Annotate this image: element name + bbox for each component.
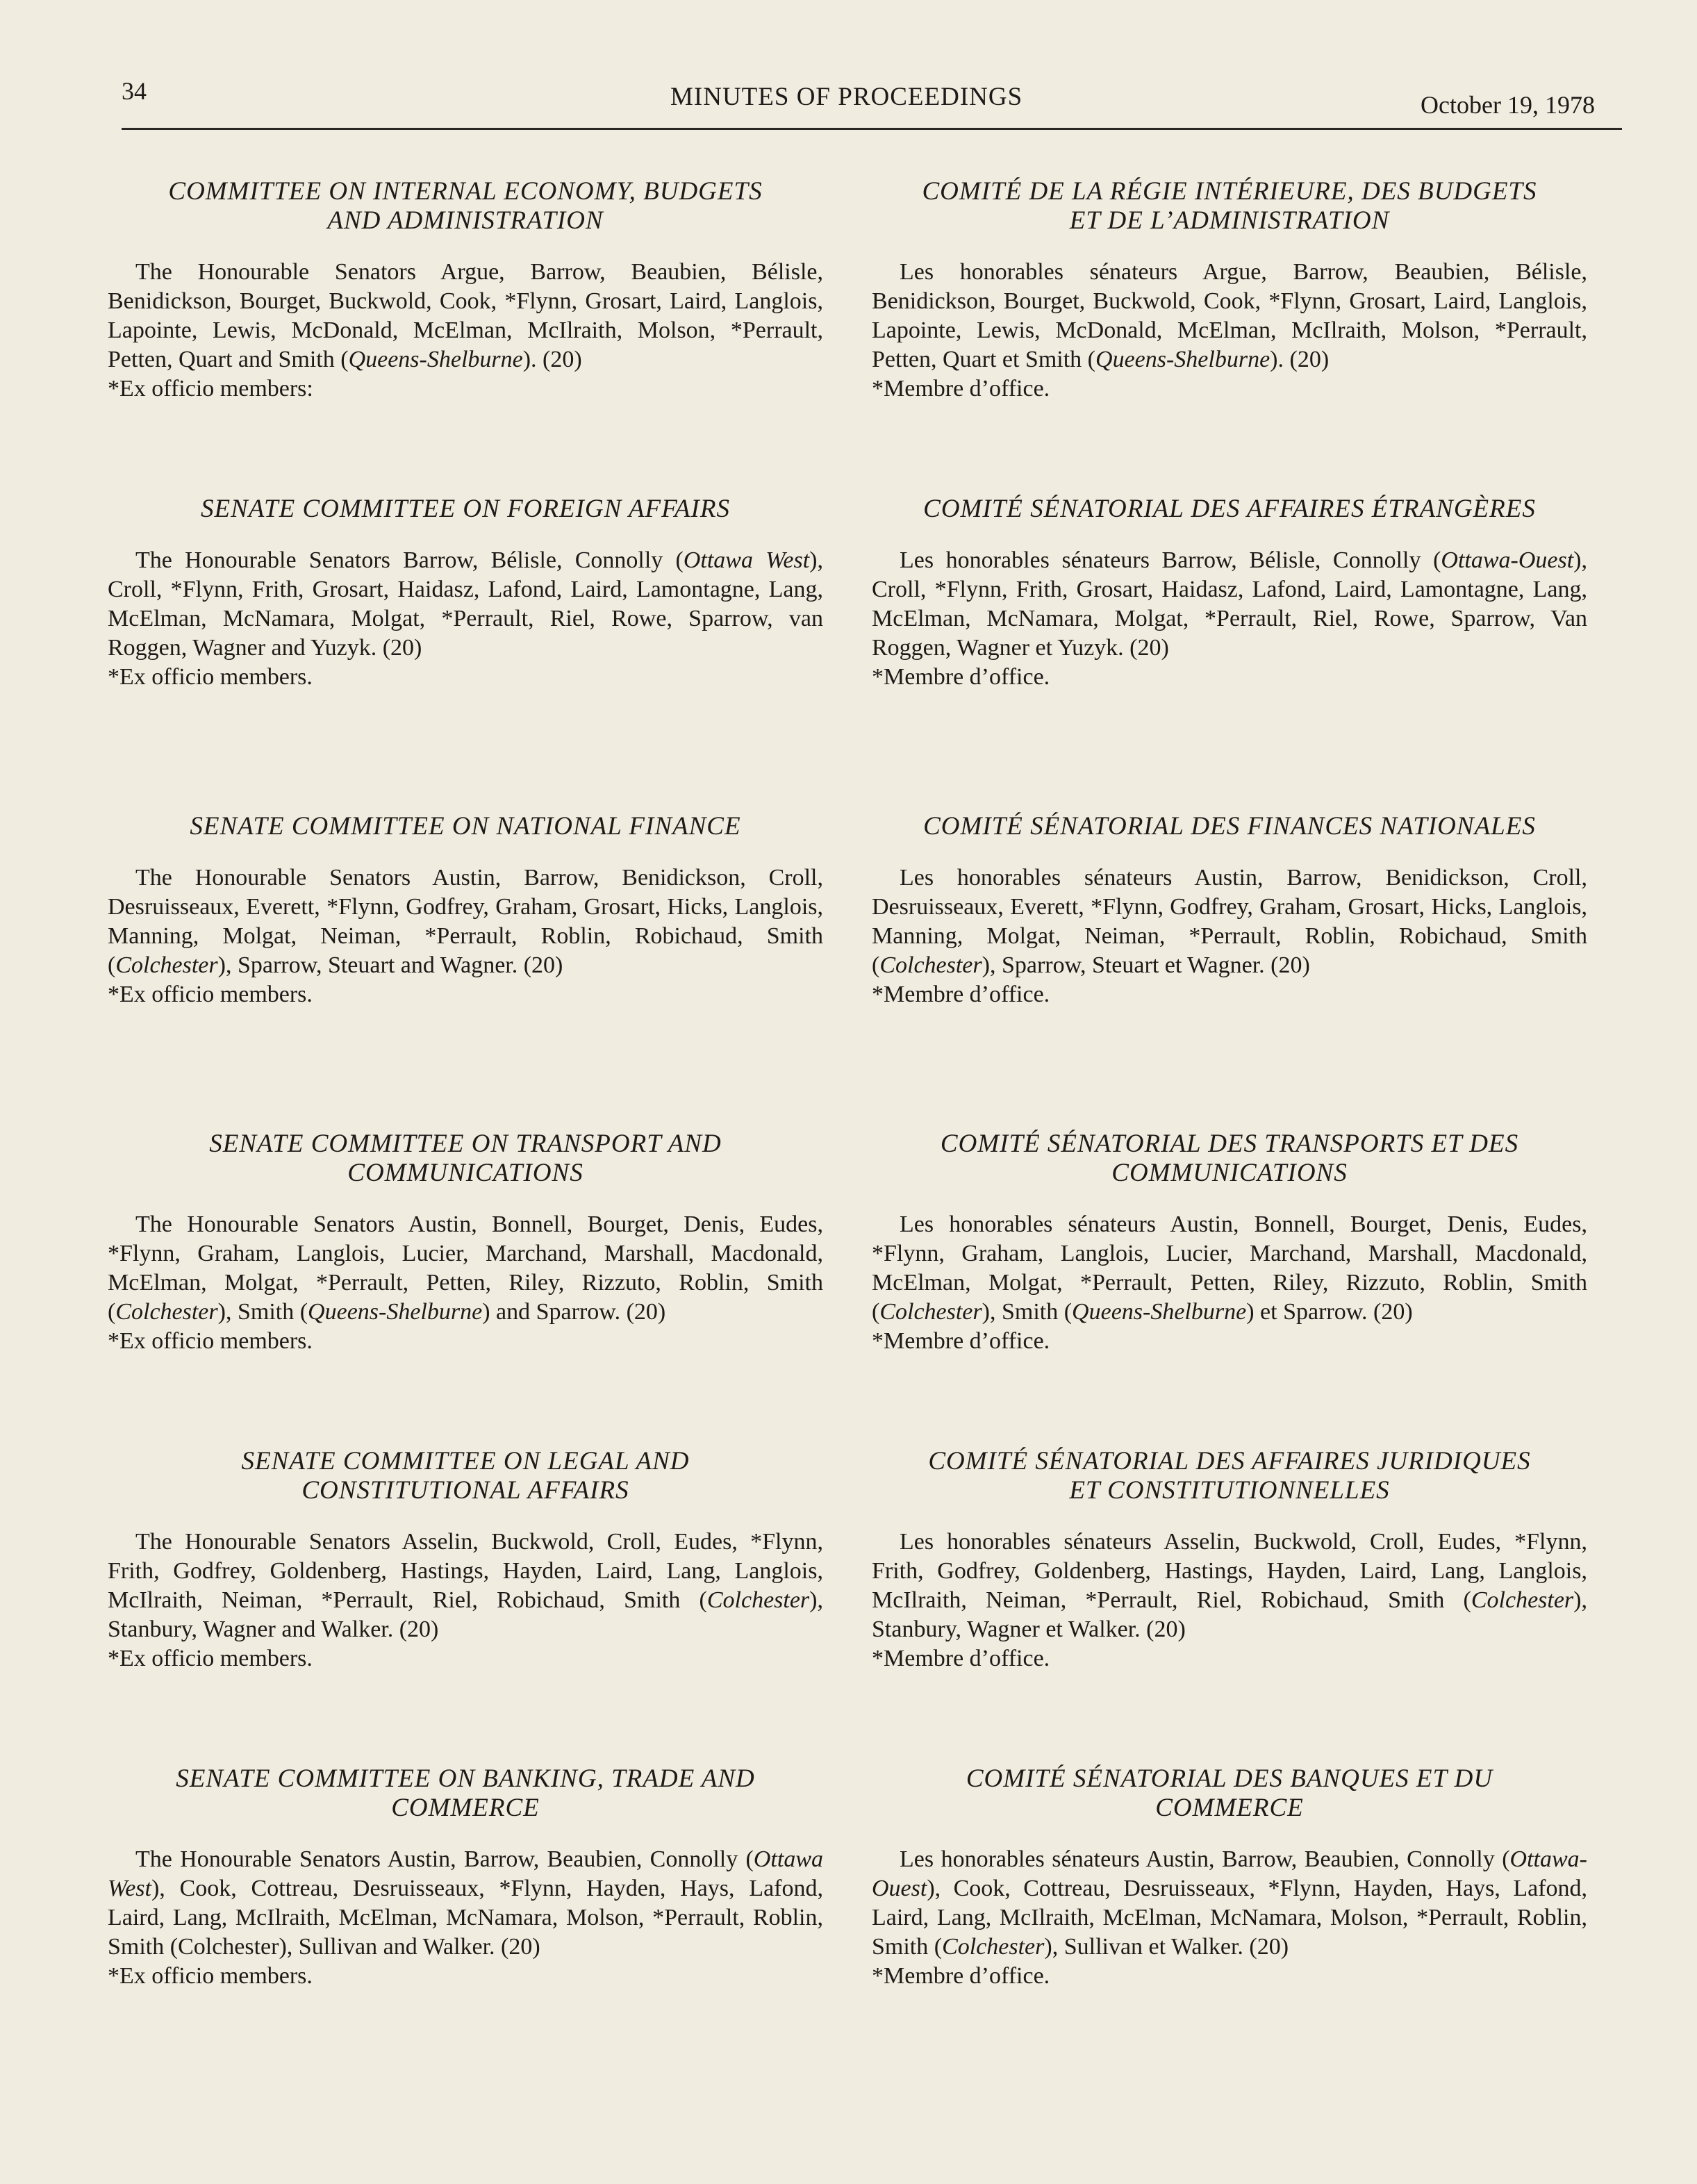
members-text-tail: ), Croll, *Flynn, Frith, Grosart, Haidasz, Lafond, Laird, Lamontagne, Lang, McElman, McNamara, Molgat, *Perrault, Riel, Rowe, Sparrow, van Roggen, Wagner and Yuzyk. (20) [108, 547, 823, 661]
members-italic: Colchester [115, 1299, 218, 1325]
ex-officio-note: *Membre d’office. [872, 664, 1050, 690]
committee-title: SENATE COMMITTEE ON NATIONAL FINANCE [190, 812, 741, 841]
members-text-tail: ). (20) [522, 347, 582, 372]
committee-title: SENATE COMMITTEE ON TRANSPORT AND COMMUNICATIONS [209, 1130, 722, 1187]
members-list [108, 863, 823, 980]
committee-block [108, 177, 823, 495]
committee-block [108, 1764, 823, 2082]
committee-title: COMITÉ SÉNATORIAL DES FINANCES NATIONALES [923, 812, 1536, 841]
members-italic: Queens-Shelburne [348, 347, 523, 372]
header-date: October 19, 1978 [1421, 91, 1595, 119]
members-text-tail: ), Stanbury, Wagner and Walker. (20) [108, 1587, 823, 1642]
ex-officio-note: *Ex officio members. [108, 1963, 313, 1989]
page-header [122, 76, 1622, 132]
members-list [872, 546, 1587, 663]
page-number: 34 [122, 77, 147, 105]
committee-block [872, 1130, 1587, 1447]
ex-officio-note: *Membre d’office. [872, 1646, 1050, 1671]
members-italic: Colchester [879, 952, 982, 978]
committee-title: COMITÉ SÉNATORIAL DES BANQUES ET DU COMMERCE [966, 1764, 1493, 1822]
running-title: MINUTES OF PROCEEDINGS [670, 83, 1023, 111]
ex-officio-note: *Membre d’office. [872, 1328, 1050, 1354]
committee-title: COMMITTEE ON INTERNAL ECONOMY, BUDGETS AND ADMINISTRATION [168, 177, 763, 235]
members-list [108, 546, 823, 663]
committee-block [108, 1130, 823, 1447]
committee-title: SENATE COMMITTEE ON LEGAL AND CONSTITUTIONAL AFFAIRS [241, 1447, 690, 1505]
members-text-tail: ). (20) [1270, 347, 1330, 372]
members-italic: Colchester [1471, 1587, 1574, 1613]
committee-title: SENATE COMMITTEE ON BANKING, TRADE AND COMMERCE [176, 1764, 755, 1822]
ex-officio-note: *Ex officio members. [108, 664, 313, 690]
ex-officio-note: *Membre d’office. [872, 1963, 1050, 1989]
members-text-tail: ), Sparrow, Steuart et Wagner. (20) [982, 952, 1310, 978]
members-text: Les honorables sénateurs Austin, Bonnell, Bourget, Denis, Eudes, *Flynn, Graham, Langlois, Lucier, Marchand, Marshall, Macdonald, McElman, Molgat, *Perrault, Petten, Riley, Rizzuto, Roblin, Smith ( [872, 1211, 1587, 1325]
members-text-mid: ), Smith ( [217, 1299, 308, 1325]
members-text: Les honorables sénateurs Barrow, Bélisle, Connolly ( [900, 547, 1441, 573]
members-text-tail: ), Cook, Cottreau, Desruisseaux, *Flynn, Hayden, Hays, Lafond, Laird, Lang, McIlraith, McElman, McNamara, Molson, *Perrault, Roblin, Smith (Colchester), Sullivan and Walker. (20) [108, 1876, 823, 1960]
committee-title: COMITÉ SÉNATORIAL DES TRANSPORTS ET DES COMMUNICATIONS [940, 1130, 1519, 1187]
members-text: The Honourable Senators Asselin, Buckwold, Croll, Eudes, *Flynn, Frith, Godfrey, Goldenberg, Hastings, Hayden, Laird, Lang, Langlois, McIlraith, Neiman, *Perrault, Riel, Robichaud, Smith ( [108, 1529, 823, 1613]
members-text: The Honourable Senators Austin, Bonnell, Bourget, Denis, Eudes, *Flynn, Graham, Langlois, Lucier, Marchand, Marshall, Macdonald, McElman, Molgat, *Perrault, Petten, Riley, Rizzuto, Roblin, Smith ( [108, 1211, 823, 1325]
committee-block [872, 495, 1587, 812]
committee-title: COMITÉ DE LA RÉGIE INTÉRIEURE, DES BUDGETS ET DE L’ADMINISTRATION [922, 177, 1537, 235]
members-text-mid: ), Cook, Cottreau, Desruisseaux, *Flynn, Hayden, Hays, Lafond, Laird, Lang, McIlraith, McElman, McNamara, Molson, *Perrault, Roblin, Smith ( [872, 1876, 1587, 1960]
ex-officio-note: *Ex officio members. [108, 1646, 313, 1671]
members-text: Les honorables sénateurs Austin, Barrow, Beaubien, Connolly ( [900, 1846, 1510, 1872]
members-italic: Queens-Shelburne [1072, 1299, 1247, 1325]
members-italic: Ottawa-Ouest [872, 1846, 1587, 1901]
members-list [108, 1210, 823, 1327]
members-italic: Colchester [706, 1587, 810, 1613]
members-text: Les honorables sénateurs Asselin, Buckwold, Croll, Eudes, *Flynn, Frith, Godfrey, Goldenberg, Hastings, Hayden, Laird, Lang, Langlois, McIlraith, Neiman, *Perrault, Riel, Robichaud, Smith ( [872, 1529, 1587, 1613]
members-italic: Colchester [115, 952, 218, 978]
members-text: The Honourable Senators Austin, Barrow, Benidickson, Croll, Desruisseaux, Everett, *Flynn, Godfrey, Graham, Grosart, Hicks, Langlois, Manning, Molgat, Neiman, *Perrault, Roblin, Robichaud, Smith ( [108, 865, 823, 978]
members-italic: Queens-Shelburne [308, 1299, 483, 1325]
members-text: The Honourable Senators Barrow, Bélisle, Connolly ( [135, 547, 684, 573]
members-list [108, 258, 823, 374]
members-list [108, 1845, 823, 1962]
committee-block [872, 177, 1587, 495]
members-italic: Ottawa-Ouest [1441, 547, 1574, 573]
members-text-tail: ) and Sparrow. (20) [482, 1299, 666, 1325]
members-text: The Honourable Senators Argue, Barrow, Beaubien, Bélisle, Benidickson, Bourget, Buckwold, Cook, *Flynn, Grosart, Laird, Langlois, Lapointe, Lewis, McDonald, McElman, McIlraith, Molson, *Perrault, Petten, Quart and Smith ( [108, 259, 823, 372]
members-text-tail: ), Stanbury, Wagner et Walker. (20) [872, 1587, 1587, 1642]
members-text-tail: ), Sparrow, Steuart and Wagner. (20) [217, 952, 563, 978]
english-column [108, 177, 823, 2082]
members-list [872, 258, 1587, 374]
members-text-tail: ), Croll, *Flynn, Frith, Grosart, Haidasz, Lafond, Laird, Lamontagne, Lang, McElman, McNamara, Molgat, *Perrault, Riel, Rowe, Sparrow, Van Roggen, Wagner et Yuzyk. (20) [872, 547, 1587, 661]
members-list [872, 863, 1587, 980]
members-text: Les honorables sénateurs Austin, Barrow, Benidickson, Croll, Desruisseaux, Everett, *Flynn, Godfrey, Graham, Grosart, Hicks, Langlois, Manning, Molgat, Neiman, *Perrault, Roblin, Robichaud, Smith ( [872, 865, 1587, 978]
ex-officio-note: *Membre d’office. [872, 376, 1050, 402]
committee-title: COMITÉ SÉNATORIAL DES AFFAIRES ÉTRANGÈRES [923, 495, 1536, 523]
members-list [872, 1845, 1587, 1962]
committee-block [872, 1447, 1587, 1764]
committee-block [872, 1764, 1587, 2082]
members-italic: Colchester [879, 1299, 982, 1325]
committee-title: SENATE COMMITTEE ON FOREIGN AFFAIRS [201, 495, 730, 523]
members-italic: Ottawa West [683, 547, 810, 573]
committee-title: COMITÉ SÉNATORIAL DES AFFAIRES JURIDIQUES ET CONSTITUTIONNELLES [928, 1447, 1531, 1505]
members-list [872, 1210, 1587, 1327]
members-text-mid: ), Smith ( [982, 1299, 1073, 1325]
committee-block [108, 495, 823, 812]
members-text-tail: ), Sullivan et Walker. (20) [1044, 1934, 1289, 1960]
ex-officio-note: *Ex officio members: [108, 376, 313, 402]
members-italic: Colchester [942, 1934, 1045, 1960]
members-italic: Ottawa West [108, 1846, 823, 1901]
members-italic: Queens-Shelburne [1095, 347, 1270, 372]
ex-officio-note: *Membre d’office. [872, 982, 1050, 1007]
ex-officio-note: *Ex officio members. [108, 1328, 313, 1354]
committee-block [108, 812, 823, 1130]
header-rule [122, 128, 1622, 130]
committee-block [108, 1447, 823, 1764]
members-text: The Honourable Senators Austin, Barrow, Beaubien, Connolly ( [135, 1846, 754, 1872]
members-text-tail: ) et Sparrow. (20) [1246, 1299, 1413, 1325]
ex-officio-note: *Ex officio members. [108, 982, 313, 1007]
members-list [108, 1528, 823, 1644]
members-text: Les honorables sénateurs Argue, Barrow, Beaubien, Bélisle, Benidickson, Bourget, Buckwold, Cook, *Flynn, Grosart, Laird, Langlois, Lapointe, Lewis, McDonald, McElman, McIlraith, Molson, *Perrault, Petten, Quart et Smith ( [872, 259, 1587, 372]
members-list [872, 1528, 1587, 1644]
committee-block [872, 812, 1587, 1130]
french-column [872, 177, 1587, 2082]
